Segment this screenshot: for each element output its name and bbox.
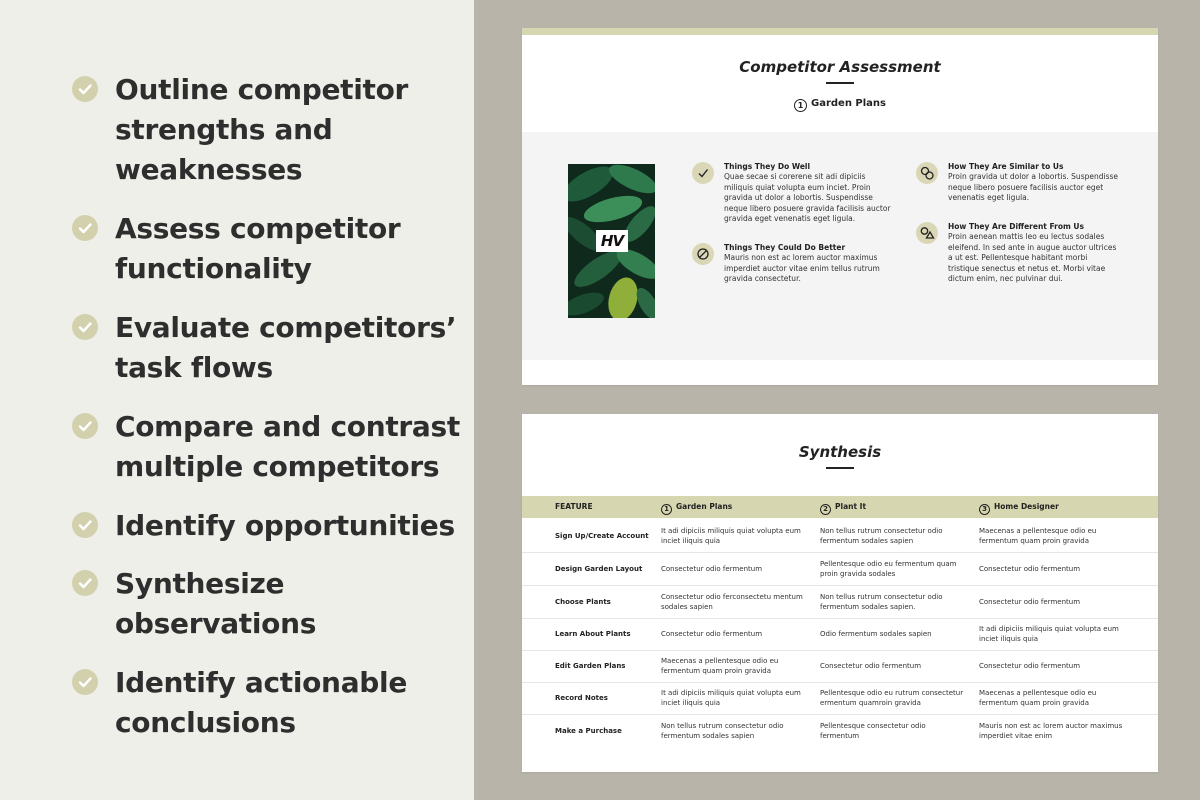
feature-cell: Learn About Plants [555,630,631,638]
table-cell: Maecenas a pellentesque odio eu fermentum quam proin gravida [979,689,1097,707]
feature-list-panel [0,0,474,800]
block-body: Mauris non est ac lorem auctor maximus imperdiet auctor vitae enim tellus rutrum gravida consectetur. [724,253,880,283]
feature-text: Evaluate competitors’ task flows [115,311,457,384]
feature-cell: Make a Purchase [555,727,622,735]
slide-title: Competitor Assessment [739,58,941,76]
table-row [522,715,1158,747]
feature-text: Identify actionable conclusions [115,666,408,739]
check-icon [692,162,714,184]
title-underline [826,467,854,469]
title-underline [826,82,854,84]
feature-cell: Sign Up/Create Account [555,532,649,540]
no-entry-icon [692,243,714,265]
accent-bar [522,28,1158,35]
check-circle-icon [72,512,98,538]
competitor-app-screenshot [568,164,655,318]
competitor-name: Garden Plans [676,502,733,511]
table-row [522,618,1158,651]
check-circle-icon [72,570,98,596]
slide-title: Synthesis [798,443,882,461]
feature-cell: Edit Garden Plans [555,662,626,670]
competitor-column-header [661,496,732,518]
table-cell: Maecenas a pellentesque odio eu fermentum quam proin gravida [979,527,1097,545]
assessment-panel [522,132,1158,360]
circle-triangle-icon [916,222,938,244]
competitor-number-badge: 1 [661,504,672,515]
table-cell: Mauris non est ac lorem auctor maximus imperdiet vitae enim [979,722,1123,740]
table-cell: Pellentesque odio eu fermentum quam proin gravida sodales [820,560,957,578]
table-cell: Non tellus rutrum consectetur odio fermentum sodales sapien. [820,593,943,611]
block-body: Quae secae si corerene sit adi dipiciis miliquis quiat volupta eum inciet. Proin gravida ut dolor a lobortis. Suspendisse neque libero posuere gravida facilisis auctor gravida eget venenatis eget ligula. [724,172,891,223]
competitor-name: Plant It [835,502,867,511]
competitor-name: Garden Plans [810,98,886,109]
block-title: Things They Do Well [724,162,811,171]
feature-text: Compare and contrast multiple competitors [115,410,460,483]
competitor-column-header [979,496,1059,518]
block-body: Proin gravida ut dolor a lobortis. Suspendisse neque libero posuere facilisis auctor eget venenatis eget ligula. [948,172,1118,202]
table-cell: Pellentesque consectetur odio fermentum [820,722,926,740]
check-circle-icon [72,314,98,340]
table-cell: It adi dipiciis miliquis quiat volupta eum inciet iliquis quia [661,527,801,545]
competitor-logo: HV [596,230,628,252]
check-circle-icon [72,669,98,695]
table-row [522,586,1158,619]
feature-text: Outline competitor strengths and weaknesses [115,73,409,186]
feature-cell: Record Notes [555,694,608,702]
competitor-heading [522,98,1158,112]
table-row [522,682,1158,715]
feature-cell: Design Garden Layout [555,565,643,573]
feature-text: Synthesize observations [115,567,317,640]
feature-text: Assess competitor functionality [115,212,401,285]
table-cell: Consectetur odio ferconsectetu mentum sodales sapien [661,593,803,611]
feature-text: Identify opportunities [115,509,455,542]
synthesis-slide [522,414,1158,772]
table-cell: It adi dipiciis miliquis quiat volupta eum inciet iliquis quia [661,689,801,707]
table-cell: Non tellus rutrum consectetur odio fermentum sodales sapien [661,722,784,740]
feature-cell: Choose Plants [555,598,611,606]
table-cell: Non tellus rutrum consectetur odio fermentum sodales sapien [820,527,943,545]
table-cell: Consectetur odio fermentum [820,662,922,670]
block-title: How They Are Similar to Us [948,162,1064,171]
competitor-name: Home Designer [994,502,1059,511]
competitor-number-badge: 1 [794,99,807,112]
table-cell: It adi dipiciis miliquis quiat volupta eum inciet iliquis quia [979,625,1119,643]
table-cell: Consectetur odio fermentum [979,565,1081,573]
block-title: How They Are Different From Us [948,222,1084,231]
table-row [522,520,1158,553]
block-body: Proin aenean mattis leo eu lectus sodales eleifend. In sed ante in augue auctor ultrices a ut est. Pellentesque habitant morbi tristique senectus et netus et. Morbi vitae dictum enim, nec pulvinar dui. [948,232,1117,283]
check-circle-icon [72,413,98,439]
table-cell: Pellentesque odio eu rutrum consectetur ermentum quamroin gravida [820,689,964,707]
feature-column-header: FEATURE [555,502,593,511]
table-cell: Odio fermentum sodales sapien [820,630,932,638]
table-cell: Consectetur odio fermentum [979,598,1081,606]
competitor-number-badge: 3 [979,504,990,515]
check-circle-icon [72,76,98,102]
competitor-column-header [820,496,866,518]
competitor-number-badge: 2 [820,504,831,515]
table-cell: Consectetur odio fermentum [979,662,1081,670]
table-cell: Maecenas a pellentesque odio eu fermentum quam proin gravida [661,657,779,675]
linked-circles-icon [916,162,938,184]
competitor-assessment-slide [522,28,1158,385]
table-row [522,553,1158,586]
table-cell: Consectetur odio fermentum [661,630,763,638]
table-row [522,650,1158,683]
table-cell: Consectetur odio fermentum [661,565,763,573]
check-circle-icon [72,215,98,241]
table-header [522,496,1158,518]
block-title: Things They Could Do Better [724,243,846,252]
